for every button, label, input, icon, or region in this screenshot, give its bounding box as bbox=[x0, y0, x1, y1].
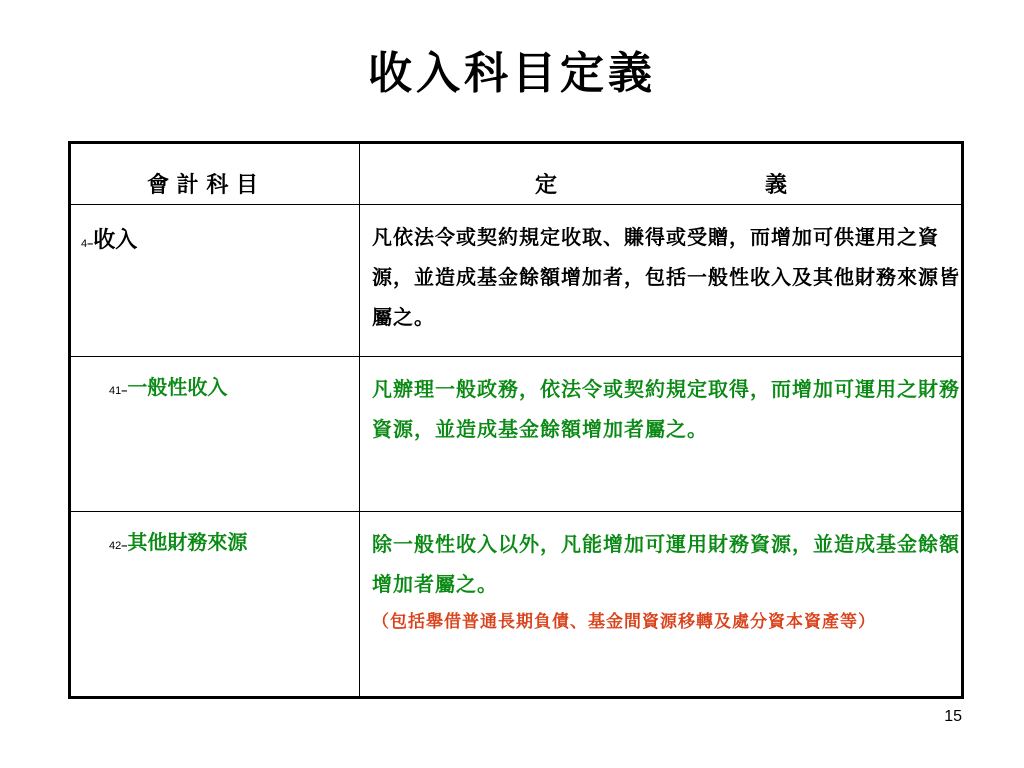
definition-cell bbox=[360, 357, 961, 511]
account-name: 收入 bbox=[93, 227, 138, 253]
account-name: 其他財務來源 bbox=[127, 530, 248, 554]
definition-text: 除一般性收入以外，凡能增加可運用財務資源，並造成基金餘額增加者屬之。 bbox=[372, 532, 960, 596]
header-definition-cell bbox=[360, 144, 961, 204]
account-dash: – bbox=[87, 238, 94, 250]
account-dash: – bbox=[121, 540, 128, 552]
account-entry bbox=[109, 526, 247, 555]
header-account-cell bbox=[71, 144, 360, 204]
definition-text: 凡依法令或契約規定收取、賺得或受贈，而增加可供運用之資源，並造成基金餘額增加者，包括一般性收入及其他財務來源皆屬之。 bbox=[372, 225, 960, 329]
account-entry bbox=[81, 223, 137, 254]
header-definition-right: 義 bbox=[765, 172, 788, 198]
account-name: 一般性收入 bbox=[127, 375, 228, 399]
header-account: 會 計 科 目 bbox=[147, 172, 258, 198]
account-entry bbox=[109, 371, 227, 400]
account-cell bbox=[71, 512, 360, 696]
account-cell bbox=[71, 205, 360, 356]
page-number: 15 bbox=[944, 708, 962, 725]
definition-text: 凡辦理一般政務，依法令或契約規定取得，而增加可運用之財務資源，並造成基金餘額增加者屬之。 bbox=[372, 377, 960, 441]
definition-note: （包括舉借普通長期負債、基金間資源移轉及處分資本資產等） bbox=[372, 612, 876, 632]
header-definition-left: 定 bbox=[535, 172, 558, 198]
table-row bbox=[71, 512, 961, 696]
account-code: 42 bbox=[109, 540, 122, 552]
table-row bbox=[71, 205, 961, 357]
account-code: 4 bbox=[81, 238, 88, 250]
table-row bbox=[71, 357, 961, 512]
definition-table bbox=[68, 141, 964, 699]
definition-cell bbox=[360, 512, 961, 696]
account-cell bbox=[71, 357, 360, 511]
account-code: 41 bbox=[109, 385, 122, 397]
table-header-row bbox=[71, 144, 961, 205]
slide-title: 收入科目定義 bbox=[368, 48, 656, 99]
definition-cell bbox=[360, 205, 961, 356]
account-dash: – bbox=[121, 385, 128, 397]
